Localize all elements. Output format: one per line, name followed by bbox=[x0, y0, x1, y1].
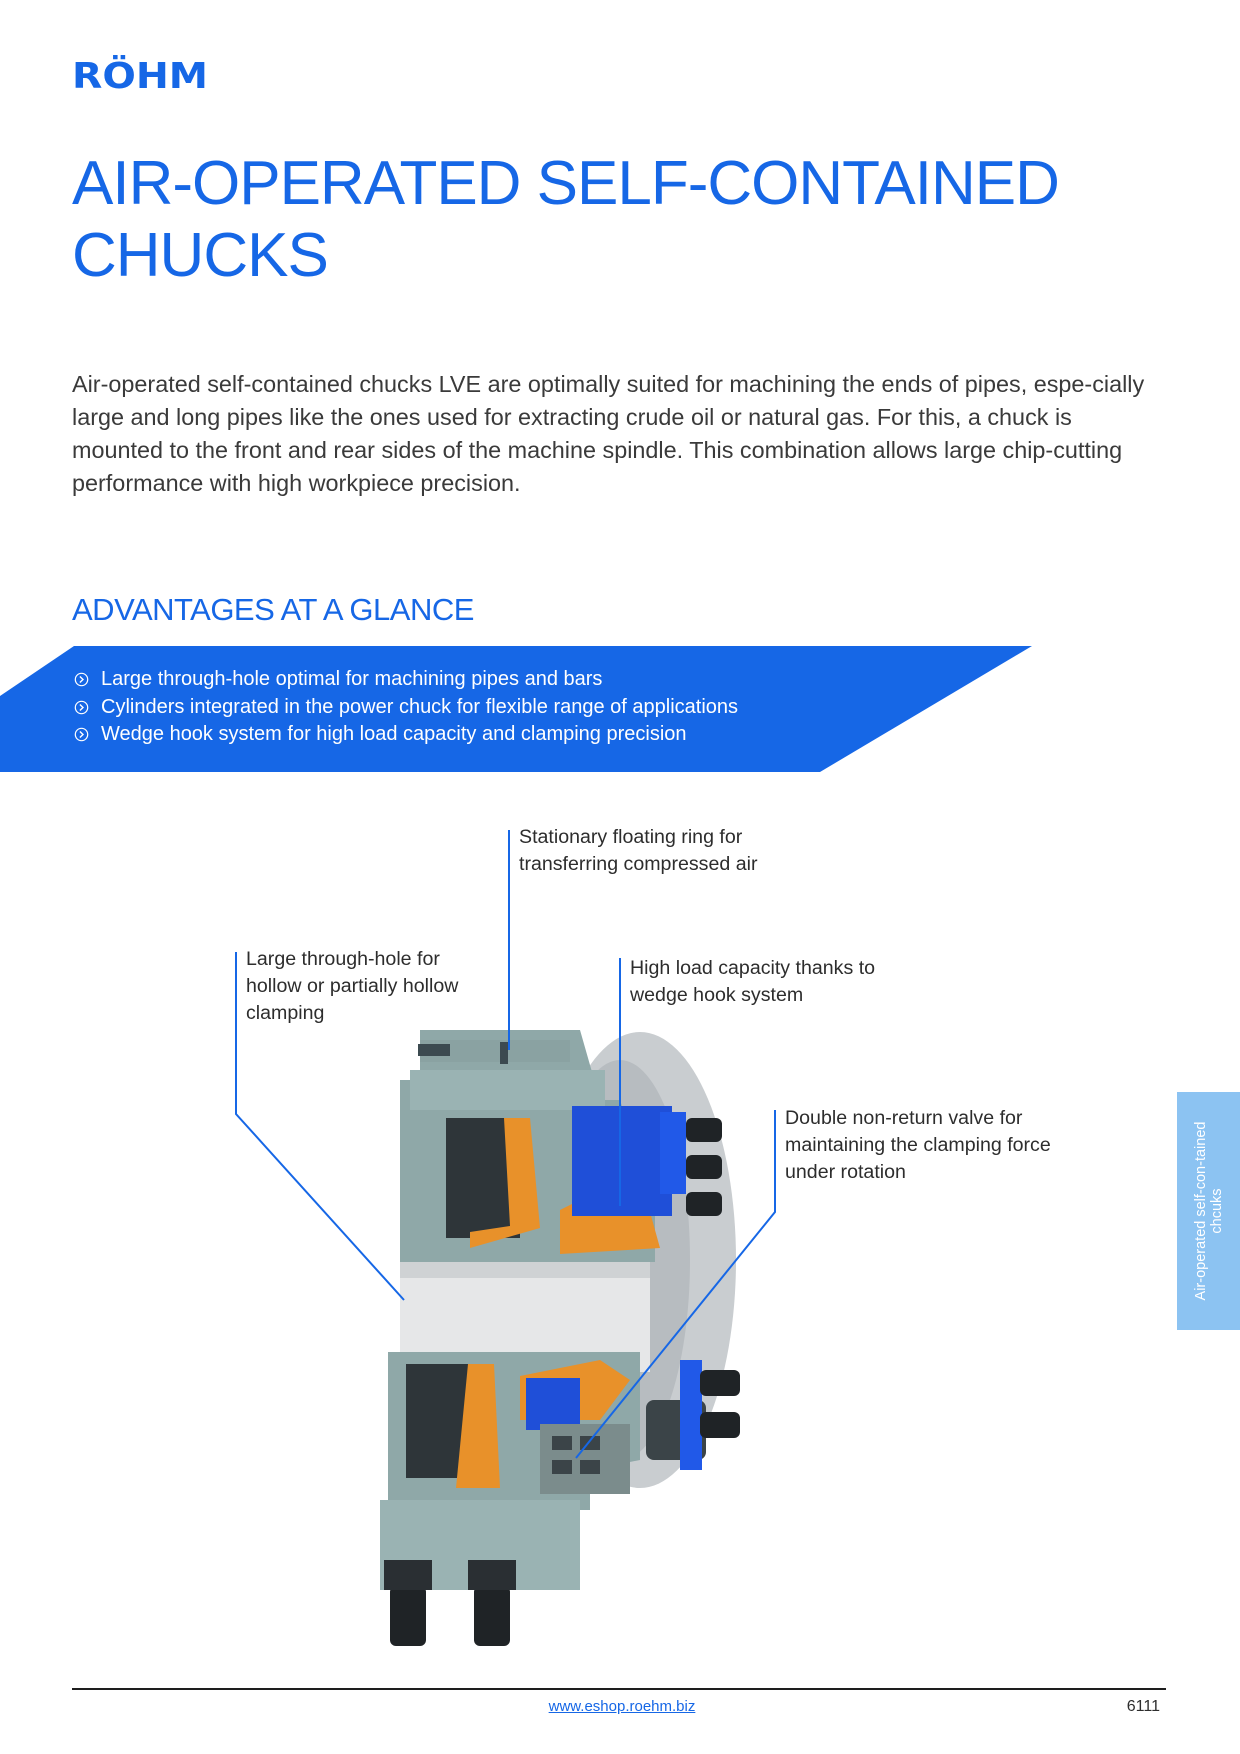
chuck-cutaway-illustration bbox=[0, 810, 1240, 1670]
advantage-text: Large through-hole optimal for machining pipes and bars bbox=[101, 668, 603, 691]
jaw-blue bbox=[572, 1106, 672, 1216]
title-line-1: AIR-OPERATED SELF-CONTAINED bbox=[72, 149, 1059, 218]
circle-arrow-icon bbox=[74, 727, 89, 742]
callout-wedge-hook: High load capacity thanks to wedge hook system bbox=[630, 957, 876, 1006]
circle-arrow-icon bbox=[74, 700, 89, 715]
list-item bbox=[74, 694, 738, 722]
air-fitting bbox=[474, 1586, 510, 1646]
advantages-list bbox=[74, 666, 738, 749]
air-fitting bbox=[390, 1586, 426, 1646]
screw bbox=[686, 1192, 722, 1216]
section-side-tab[interactable] bbox=[1177, 1092, 1240, 1330]
screw bbox=[686, 1155, 722, 1179]
intro-paragraph: Air-operated self-contained chucks LVE are optimally suited for machining the ends of pipes, espe-cially large and long pipes like the ones used for extracting crude oil or natural gas. For this, a chuck is mounted to the front and rear sides of the machine spindle. This combination allows large chip-cutting performance with high workpiece precision. bbox=[72, 371, 1145, 496]
screw bbox=[686, 1118, 722, 1142]
advantage-text: Cylinders integrated in the power chuck for flexible range of applications bbox=[101, 695, 739, 718]
callout-floating-ring: Stationary floating ring for transferring compressed air bbox=[519, 826, 758, 875]
screw bbox=[700, 1412, 740, 1438]
advantage-text: Wedge hook system for high load capacity and clamping precision bbox=[101, 723, 687, 746]
footer-link[interactable]: www.eshop.roehm.biz bbox=[548, 1698, 696, 1715]
jaw-blue bbox=[526, 1378, 580, 1430]
circle-arrow-icon bbox=[74, 672, 89, 687]
valve-block bbox=[540, 1424, 630, 1494]
list-item bbox=[74, 666, 738, 694]
page-title bbox=[72, 148, 1172, 292]
callout-valve: Double non-return valve for maintaining the clamping force under rotation bbox=[785, 1107, 1051, 1183]
roehm-logo bbox=[72, 50, 212, 94]
svg-text:RÖHM: RÖHM bbox=[72, 56, 197, 94]
advantages-heading: ADVANTAGES AT A GLANCE bbox=[72, 592, 474, 627]
callout-through-hole: Large through-hole for hollow or partially hollow clamping bbox=[246, 948, 459, 1024]
page-number: 6111 bbox=[1126, 1698, 1160, 1715]
list-item bbox=[74, 721, 738, 749]
side-tab-label: Air-operated self-con-tained chcuks bbox=[1192, 1121, 1225, 1301]
screw bbox=[700, 1370, 740, 1396]
title-line-2: CHUCKS bbox=[72, 221, 328, 290]
footer-divider bbox=[72, 1688, 1166, 1690]
